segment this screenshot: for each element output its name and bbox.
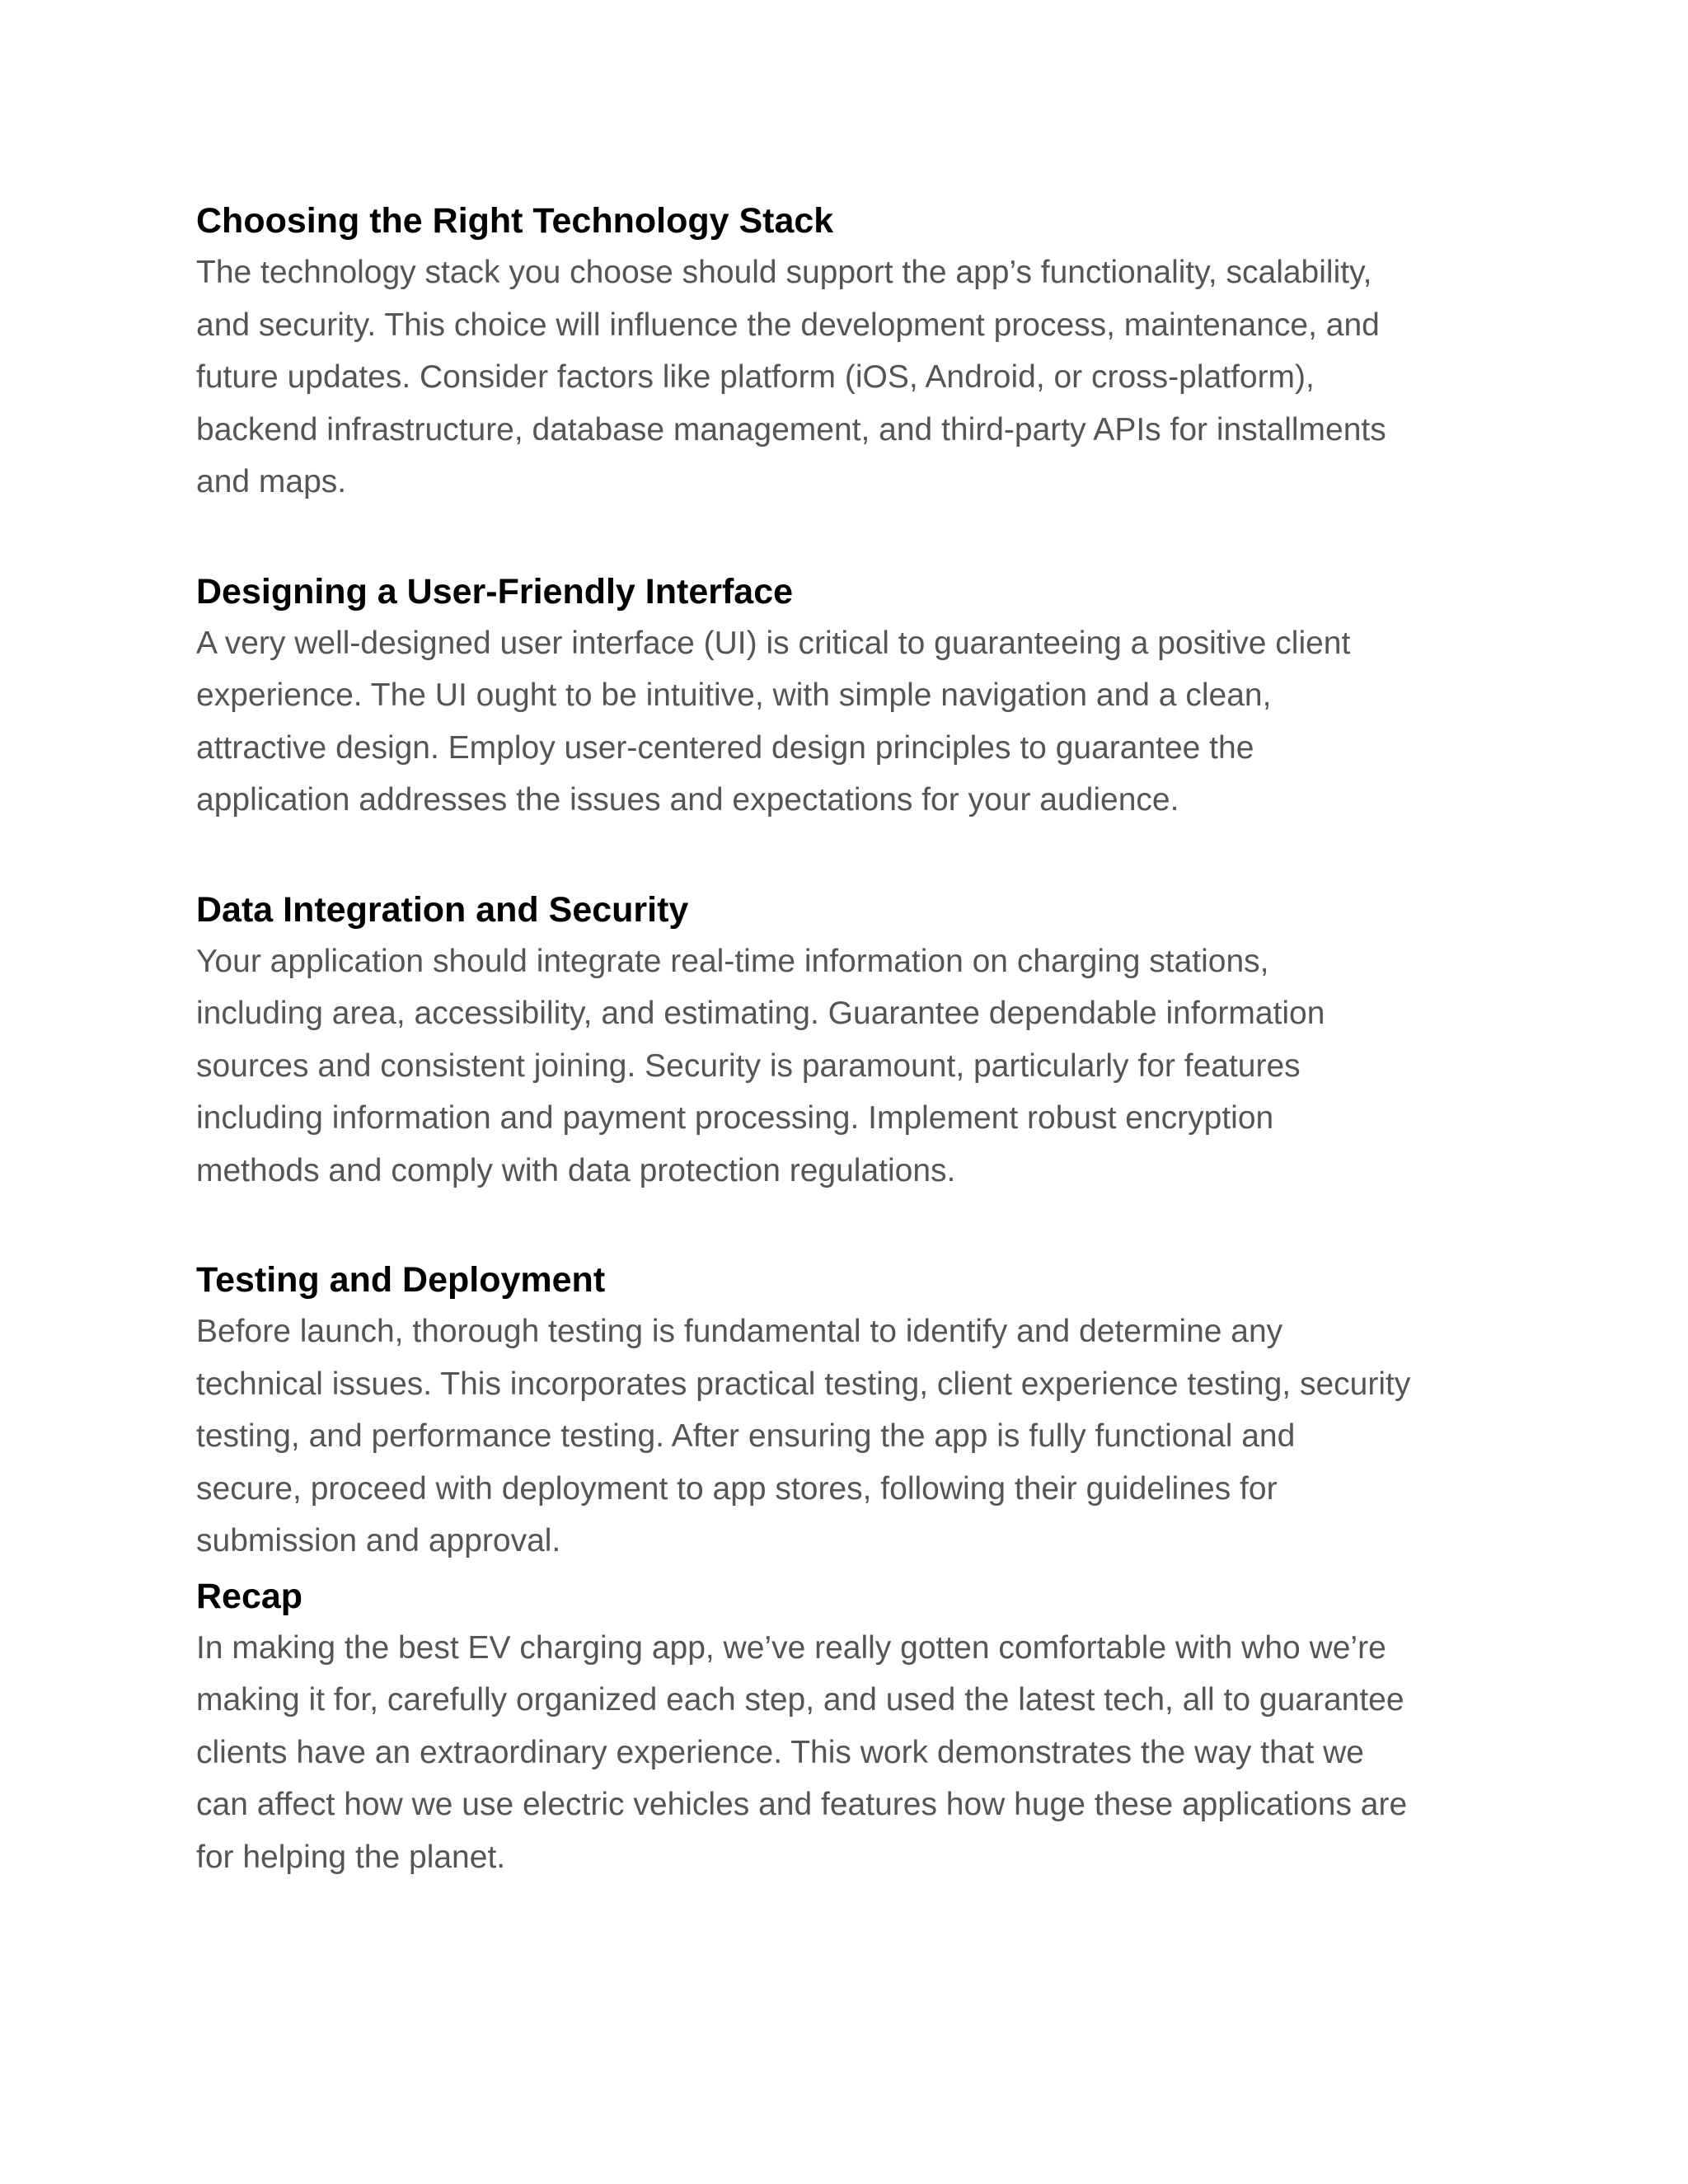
section-heading-user-interface: Designing a User-Friendly Interface: [196, 571, 794, 612]
section-paragraph-technology-stack: [196, 246, 1492, 509]
paragraph-line: submission and approval.: [196, 1523, 561, 1558]
paragraph-line: for helping the planet.: [196, 1839, 506, 1875]
paragraph-line: Your application should integrate real-time information on charging stations,: [196, 943, 1269, 979]
section-paragraph-user-interface: [196, 617, 1492, 827]
paragraph-line: A very well-designed user interface (UI) is critical to guaranteeing a positive client: [196, 625, 1351, 661]
section-heading-data-security: Data Integration and Security: [196, 889, 689, 930]
paragraph-line: The technology stack you choose should support the app’s functionality, scalability,: [196, 255, 1372, 290]
section-paragraph-recap: [196, 1622, 1492, 1884]
paragraph-line: testing, and performance testing. After ensuring the app is fully functional and: [196, 1418, 1296, 1454]
paragraph-line: sources and consistent joining. Security is paramount, particularly for features: [196, 1047, 1301, 1084]
paragraph-line: and maps.: [196, 464, 347, 499]
paragraph-line: future updates. Consider factors like platform (iOS, Android, or cross-platform),: [196, 359, 1315, 395]
paragraph-line: secure, proceed with deployment to app stores, following their guidelines for: [196, 1470, 1278, 1507]
section-heading-technology-stack: Choosing the Right Technology Stack: [196, 201, 834, 241]
paragraph-line: attractive design. Employ user-centered design principles to guarantee the: [196, 729, 1254, 766]
section-paragraph-testing-deployment: [196, 1305, 1492, 1568]
section-spacer: [196, 827, 1492, 884]
paragraph-line: including information and payment processing. Implement robust encryption: [196, 1100, 1274, 1136]
paragraph-line: methods and comply with data protection regulations.: [196, 1152, 956, 1188]
section-heading-recap: Recap: [196, 1576, 303, 1616]
paragraph-line: including area, accessibility, and estimating. Guarantee dependable information: [196, 996, 1325, 1031]
section-heading-testing-deployment: Testing and Deployment: [196, 1260, 606, 1300]
paragraph-line: clients have an extraordinary experience. This work demonstrates the way that we: [196, 1734, 1364, 1770]
section-spacer: [196, 509, 1492, 566]
section-spacer: [196, 1197, 1492, 1254]
paragraph-line: In making the best EV charging app, we’ve really gotten comfortable with who we’re: [196, 1629, 1386, 1666]
section-paragraph-data-security: [196, 935, 1492, 1197]
paragraph-line: experience. The UI ought to be intuitive, with simple navigation and a clean,: [196, 677, 1272, 713]
document-body: [196, 195, 1492, 1883]
paragraph-line: and security. This choice will influence the development process, maintenance, and: [196, 307, 1380, 343]
paragraph-line: backend infrastructure, database management, and third-party APIs for installments: [196, 411, 1386, 448]
paragraph-line: application addresses the issues and expectations for your audience.: [196, 782, 1179, 818]
paragraph-line: Before launch, thorough testing is fundamental to identify and determine any: [196, 1314, 1283, 1349]
paragraph-line: making it for, carefully organized each step, and used the latest tech, all to guarantee: [196, 1682, 1404, 1718]
paragraph-line: can affect how we use electric vehicles and features how huge these applications are: [196, 1787, 1408, 1822]
paragraph-line: technical issues. This incorporates practical testing, client experience testing, security: [196, 1366, 1411, 1402]
